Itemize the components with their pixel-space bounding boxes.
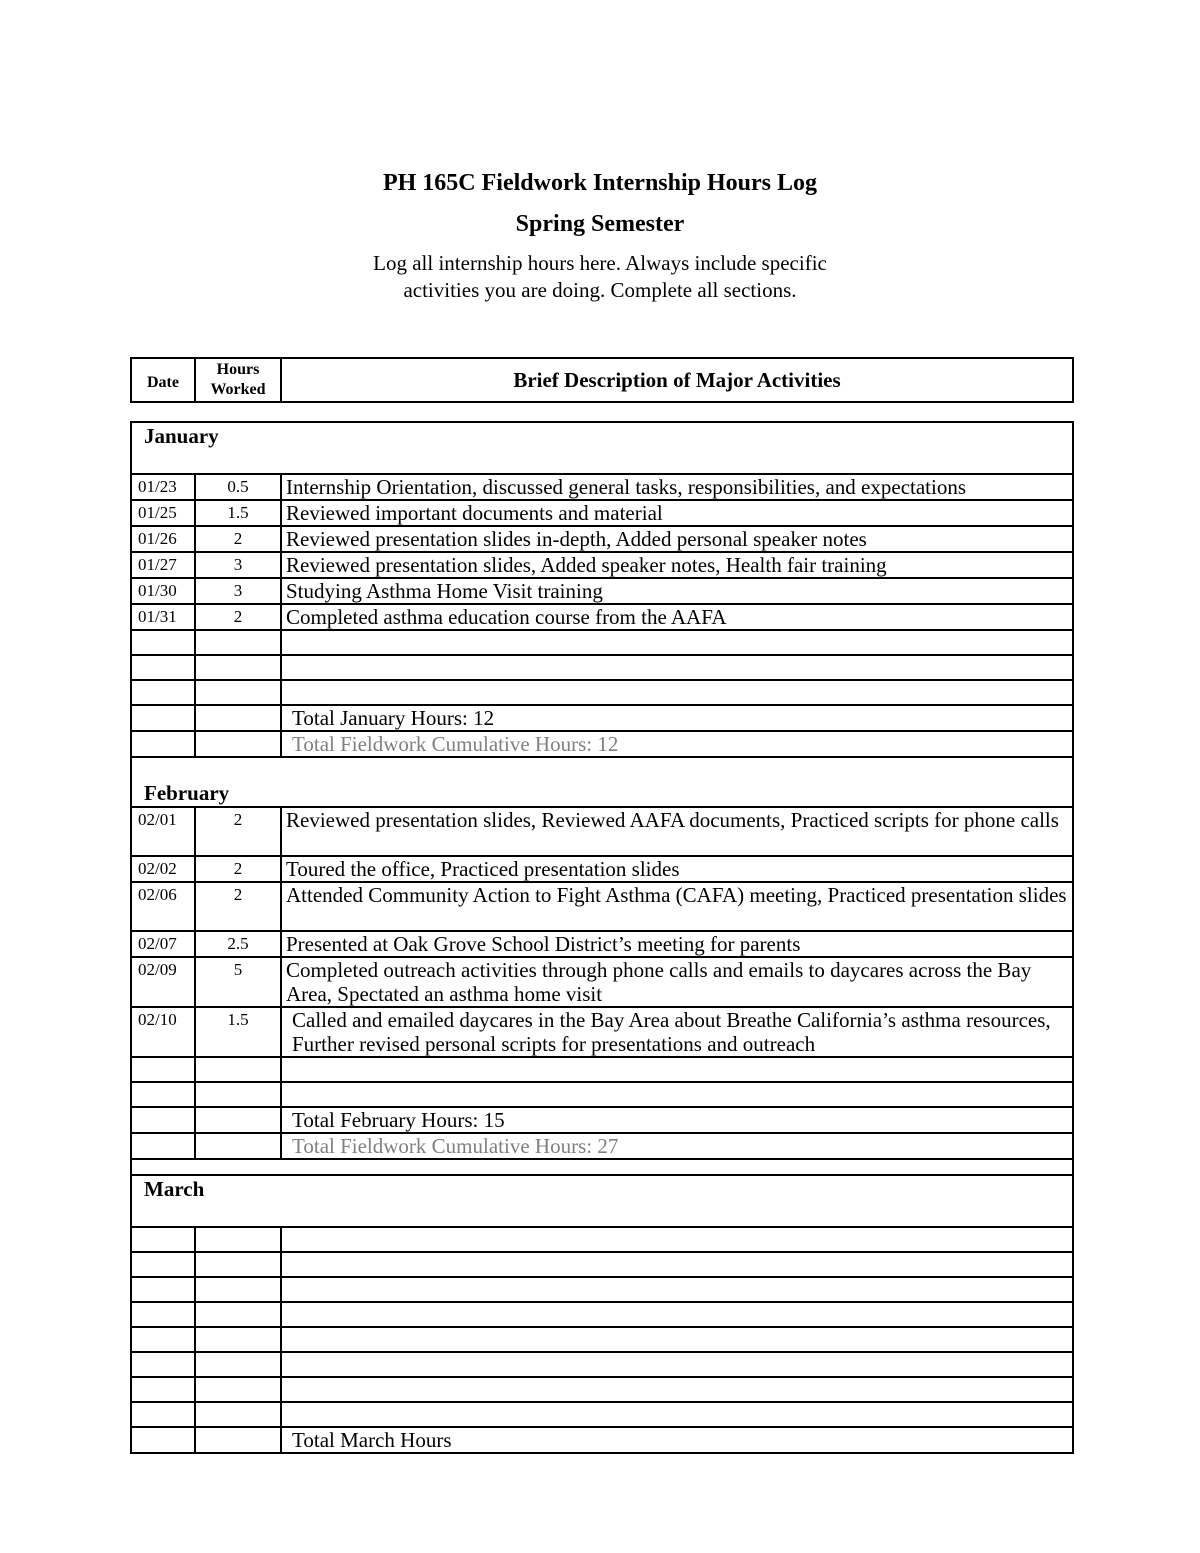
hours-cell: 3 — [195, 578, 281, 604]
empty-row — [131, 1082, 1073, 1107]
description-cell: Reviewed presentation slides, Added speaker notes, Health fair training — [281, 552, 1073, 578]
empty-row — [131, 680, 1073, 705]
date-cell: 01/25 — [131, 500, 195, 526]
date-cell: 02/06 — [131, 882, 195, 931]
total-row — [131, 1107, 1073, 1133]
hours-cell: 2 — [195, 856, 281, 882]
table-row — [131, 552, 1073, 578]
description-cell: Completed outreach activities through phone calls and emails to daycares across the Bay Area, Spectated an asthma home visit — [281, 957, 1073, 1007]
date-cell: 01/27 — [131, 552, 195, 578]
description-column-header: Brief Description of Major Activities — [281, 358, 1073, 402]
empty-row — [131, 1227, 1073, 1252]
hours-cell: 3 — [195, 552, 281, 578]
page-subtitle: Spring Semester — [515, 211, 685, 237]
instructions — [0, 250, 1200, 304]
instructions-line-2: activities you are doing. Complete all sections. — [403, 278, 797, 302]
section-february — [131, 757, 1073, 807]
january-cumulative: Total Fieldwork Cumulative Hours: 12 — [281, 731, 1073, 757]
cumulative-row — [131, 731, 1073, 757]
hours-log-table — [130, 421, 1074, 1454]
cumulative-row — [131, 1133, 1073, 1159]
total-row — [131, 705, 1073, 731]
page-title: PH 165C Fieldwork Internship Hours Log — [382, 170, 818, 196]
description-cell: Completed asthma education course from the AAFA — [281, 604, 1073, 630]
hours-cell: 5 — [195, 957, 281, 1007]
section-label: January — [131, 422, 1073, 474]
description-cell: Toured the office, Practiced presentation slides — [281, 856, 1073, 882]
empty-row — [131, 1277, 1073, 1302]
date-cell: 02/09 — [131, 957, 195, 1007]
hours-cell: 2 — [195, 604, 281, 630]
hours-cell: 2 — [195, 882, 281, 931]
table-row — [131, 526, 1073, 552]
empty-row — [131, 1352, 1073, 1377]
empty-row — [131, 1327, 1073, 1352]
description-cell: Presented at Oak Grove School District’s meeting for parents — [281, 931, 1073, 957]
hours-cell: 2.5 — [195, 931, 281, 957]
table-row — [131, 931, 1073, 957]
spacer-row — [131, 1159, 1073, 1175]
hours-cell: 1.5 — [195, 1007, 281, 1057]
section-label: February — [131, 757, 1073, 807]
column-header-table — [130, 357, 1074, 403]
january-total: Total January Hours: 12 — [281, 705, 1073, 731]
section-january — [131, 422, 1073, 474]
date-cell: 02/07 — [131, 931, 195, 957]
empty-row — [131, 655, 1073, 680]
empty-row — [131, 1302, 1073, 1327]
table-row — [131, 1007, 1073, 1057]
instructions-line-1: Log all internship hours here. Always include specific — [373, 251, 827, 275]
table-row — [131, 856, 1073, 882]
february-cumulative: Total Fieldwork Cumulative Hours: 27 — [281, 1133, 1073, 1159]
hours-cell: 2 — [195, 807, 281, 856]
hours-cell: 1.5 — [195, 500, 281, 526]
date-cell: 01/23 — [131, 474, 195, 500]
table-row — [131, 807, 1073, 856]
date-cell: 02/10 — [131, 1007, 195, 1057]
description-cell: Studying Asthma Home Visit training — [281, 578, 1073, 604]
table-row — [131, 604, 1073, 630]
empty-row — [131, 630, 1073, 655]
hours-column-header: Hours Worked — [195, 358, 281, 402]
date-cell: 01/31 — [131, 604, 195, 630]
description-cell: Called and emailed daycares in the Bay Area about Breathe California’s asthma resources, Further revised personal scripts for presentations and outreach — [281, 1007, 1073, 1057]
description-cell: Reviewed important documents and material — [281, 500, 1073, 526]
date-cell: 02/01 — [131, 807, 195, 856]
hours-cell: 2 — [195, 526, 281, 552]
empty-row — [131, 1252, 1073, 1277]
description-cell: Attended Community Action to Fight Asthma (CAFA) meeting, Practiced presentation slides — [281, 882, 1073, 931]
section-label: March — [131, 1175, 1073, 1227]
table-row — [131, 474, 1073, 500]
table-row — [131, 500, 1073, 526]
table-row — [131, 578, 1073, 604]
hours-cell: 0.5 — [195, 474, 281, 500]
total-row — [131, 1427, 1073, 1453]
empty-row — [131, 1402, 1073, 1427]
march-total: Total March Hours — [281, 1427, 1073, 1453]
section-march — [131, 1175, 1073, 1227]
description-cell: Reviewed presentation slides, Reviewed AAFA documents, Practiced scripts for phone calls — [281, 807, 1073, 856]
february-total: Total February Hours: 15 — [281, 1107, 1073, 1133]
table-row — [131, 882, 1073, 931]
empty-row — [131, 1377, 1073, 1402]
date-cell: 02/02 — [131, 856, 195, 882]
empty-row — [131, 1057, 1073, 1082]
date-cell: 01/30 — [131, 578, 195, 604]
description-cell: Internship Orientation, discussed general tasks, responsibilities, and expectations — [281, 474, 1073, 500]
date-column-header: Date — [131, 358, 195, 402]
description-cell: Reviewed presentation slides in-depth, Added personal speaker notes — [281, 526, 1073, 552]
table-row — [131, 957, 1073, 1007]
date-cell: 01/26 — [131, 526, 195, 552]
